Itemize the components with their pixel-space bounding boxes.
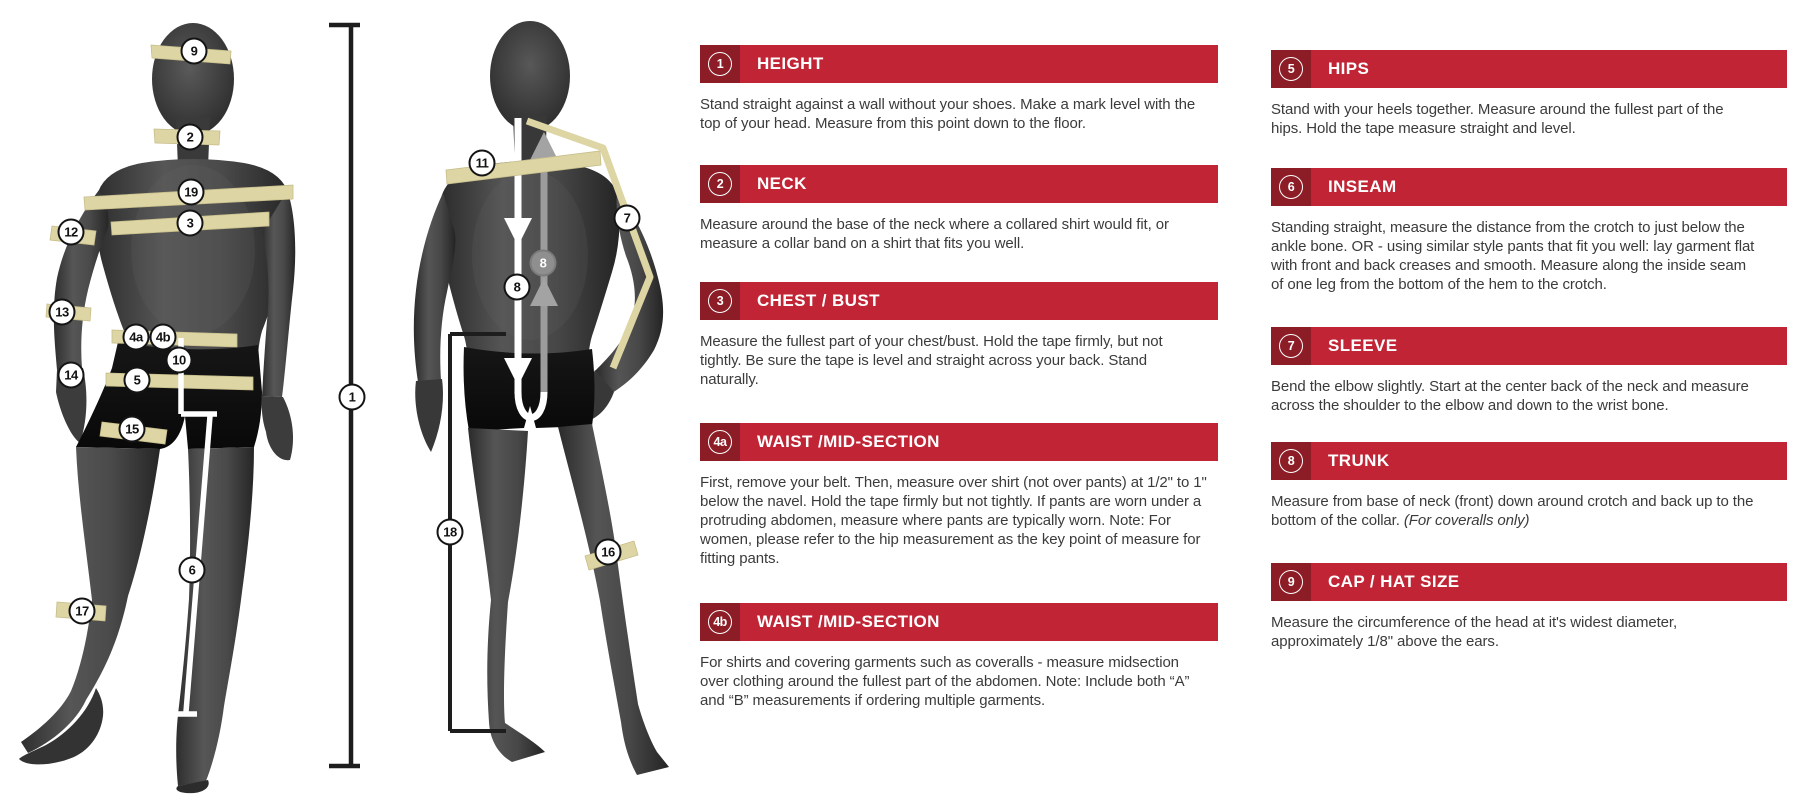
section-title: CHEST / BUST	[757, 291, 880, 310]
section-title: WAIST /MID-SECTION	[757, 612, 940, 631]
section-body: Measure from base of neck (front) down around crotch and back up to the bottom of the collar. (For coveralls only)	[1271, 493, 1754, 529]
section-neck-banner	[700, 165, 1218, 203]
section-inseam	[1271, 168, 1787, 295]
section-waist-b-banner	[700, 603, 1218, 641]
section-number: 1	[708, 52, 732, 76]
marker-19: 19	[178, 179, 205, 206]
section-number-badge	[700, 165, 740, 203]
section-number: 6	[1279, 175, 1303, 199]
marker-12: 12	[58, 219, 85, 246]
section-number: 2	[708, 172, 732, 196]
section-title: INSEAM	[1328, 177, 1397, 196]
section-body: Standing straight, measure the distance from the crotch to just below the ankle bone. OR - using similar style pants that fit you well: lay garment flat with front and back creases and smooth. Measure along the inside seam of one leg from the bottom of the hem to the crotch.	[1271, 219, 1755, 293]
section-chest-bust	[700, 282, 1218, 390]
section-height	[700, 45, 1218, 134]
marker-13: 13	[49, 299, 76, 326]
section-number-badge	[700, 603, 740, 641]
marker-15: 15	[119, 416, 146, 443]
section-body: First, remove your belt. Then, measure over shirt (not over pants) at 1/2" to 1" below the navel. Hold the tape firmly but not tightly. If pants are worn under a protruding abdomen, measure where pants are typically worn. Note: For women, please refer to the hip measurement as the key point of measure for fitting pants.	[700, 474, 1207, 567]
section-cap-banner	[1271, 563, 1787, 601]
marker-8-gray: 8	[530, 250, 557, 277]
section-title: CAP / HAT SIZE	[1328, 572, 1460, 591]
section-body: For shirts and covering garments such as coveralls - measure midsection over clothing around the fullest part of the abdomen. Note: Include both “A” and “B” measurements if ordering multiple garments.	[700, 654, 1190, 709]
section-sleeve	[1271, 327, 1787, 416]
section-number-badge	[1271, 442, 1311, 480]
section-number-badge	[1271, 50, 1311, 88]
section-number: 4a	[708, 430, 732, 454]
section-number: 9	[1279, 570, 1303, 594]
marker-4a: 4a	[123, 324, 150, 351]
section-hips-banner	[1271, 50, 1787, 88]
front-figure-illustration	[0, 0, 380, 799]
section-waist-4b	[700, 603, 1218, 711]
marker-16: 16	[595, 539, 622, 566]
back-figure-illustration	[380, 0, 700, 799]
section-number: 4b	[708, 610, 732, 634]
section-number-badge	[1271, 327, 1311, 365]
section-title: WAIST /MID-SECTION	[757, 432, 940, 451]
section-cap-hat-size	[1271, 563, 1787, 652]
section-body: Measure the fullest part of your chest/bust. Hold the tape firmly, but not tightly. Be sure the tape is level and straight across your back. Stand naturally.	[700, 333, 1163, 388]
marker-17: 17	[69, 598, 96, 625]
section-body: Bend the elbow slightly. Start at the center back of the neck and measure across the shoulder to the elbow and down to the wrist bone.	[1271, 378, 1749, 414]
section-number-badge	[700, 282, 740, 320]
marker-9: 9	[181, 38, 208, 65]
section-sleeve-banner	[1271, 327, 1787, 365]
section-number: 8	[1279, 449, 1303, 473]
section-height-banner	[700, 45, 1218, 83]
marker-10: 10	[166, 347, 193, 374]
marker-5: 5	[124, 367, 151, 394]
marker-18: 18	[437, 519, 464, 546]
section-inseam-banner	[1271, 168, 1787, 206]
section-waist-a-banner	[700, 423, 1218, 461]
section-title: SLEEVE	[1328, 336, 1398, 355]
section-number-badge	[1271, 168, 1311, 206]
marker-2: 2	[177, 124, 204, 151]
section-title: TRUNK	[1328, 451, 1390, 470]
section-body: Measure the circumference of the head at it's widest diameter, approximately 1/8" above the ears.	[1271, 614, 1678, 650]
marker-4b: 4b	[150, 324, 177, 351]
section-trunk	[1271, 442, 1787, 531]
section-body: Measure around the base of the neck where a collared shirt would fit, or measure a collar band on a shirt that fits you well.	[700, 216, 1169, 252]
section-hips	[1271, 50, 1787, 139]
section-chest-banner	[700, 282, 1218, 320]
marker-1-height: 1	[339, 384, 366, 411]
section-number: 7	[1279, 334, 1303, 358]
section-number: 3	[708, 289, 732, 313]
section-body: Stand straight against a wall without your shoes. Make a mark level with the top of your head. Measure from this point down to the floor.	[700, 96, 1196, 132]
marker-7: 7	[614, 205, 641, 232]
section-waist-4a	[700, 423, 1218, 568]
marker-8-white: 8	[504, 274, 531, 301]
section-trunk-banner	[1271, 442, 1787, 480]
section-number-badge	[700, 45, 740, 83]
marker-6: 6	[179, 557, 206, 584]
section-body: Stand with your heels together. Measure around the fullest part of the hips. Hold the tape measure straight and level.	[1271, 101, 1724, 137]
section-number-badge	[700, 423, 740, 461]
marker-11: 11	[469, 150, 496, 177]
section-title: HIPS	[1328, 59, 1370, 78]
section-neck	[700, 165, 1218, 254]
marker-3: 3	[177, 210, 204, 237]
section-title: HEIGHT	[757, 54, 824, 73]
section-title: NECK	[757, 174, 807, 193]
marker-14: 14	[58, 362, 85, 389]
section-number-badge	[1271, 563, 1311, 601]
section-number: 5	[1279, 57, 1303, 81]
